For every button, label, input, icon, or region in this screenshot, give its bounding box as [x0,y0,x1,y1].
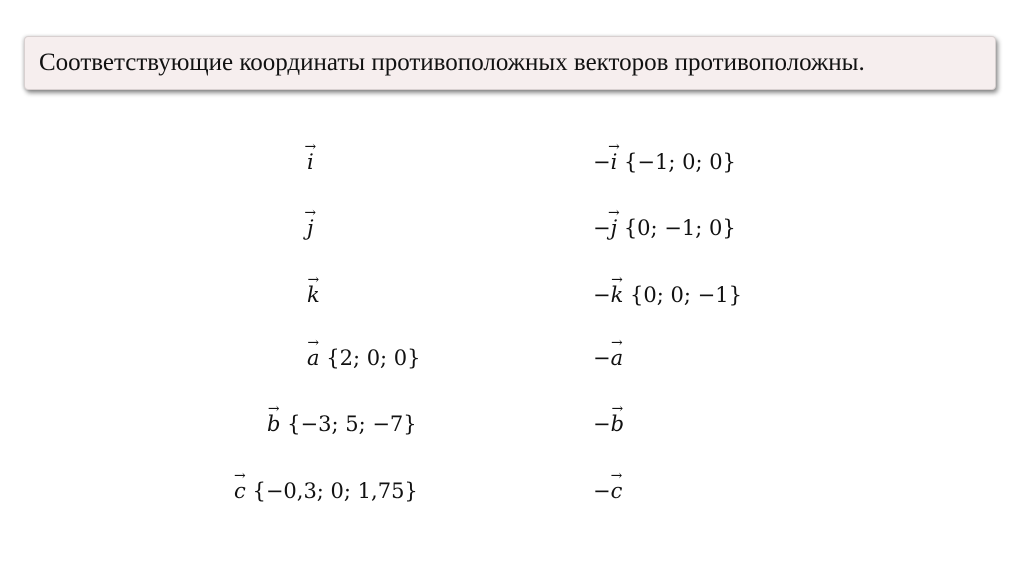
opposite-vector-c-symbol: → c [611,481,623,502]
opposite-vector-b-sign: − [593,412,611,436]
vector-c-coords: {−0,3; 0; 1,75} [252,479,418,503]
vector-k-symbol: → k [307,285,320,306]
opposite-vector-j [593,218,736,239]
slide-title: Соответствующие координаты противоположных векторов противоположны. [39,49,865,76]
opposite-vector-i-symbol: → i [611,152,618,173]
opposite-vector-k-coords: {0; 0; −1} [630,283,742,307]
vector-j [307,218,314,239]
opposite-vector-b [593,414,624,435]
opposite-vector-b-symbol: → b [611,414,624,435]
opposite-vector-c [593,481,622,502]
opposite-vector-k-symbol: → k [611,285,624,306]
opposite-vector-i [593,152,736,173]
opposite-vector-j-sign: − [593,216,611,240]
vector-b-coords: {−3; 5; −7} [287,412,417,436]
vector-b-symbol: → b [267,414,280,435]
opposite-vector-a [593,348,623,369]
vector-i [307,152,314,173]
opposite-vector-k [593,285,742,306]
opposite-vector-i-sign: − [593,150,611,174]
vector-j-symbol: → j [307,218,314,239]
title-banner [24,36,996,90]
opposite-vector-a-symbol: → a [611,348,624,369]
vector-a-symbol: → a [307,348,320,369]
vector-c [234,481,418,502]
vector-i-symbol: → i [307,152,314,173]
opposite-vector-i-coords: {−1; 0; 0} [624,150,736,174]
opposite-vector-a-sign: − [593,346,611,370]
opposite-vector-c-sign: − [593,479,611,503]
vector-c-symbol: → c [234,481,246,502]
opposite-vector-k-sign: − [593,283,611,307]
vector-k [307,285,320,306]
opposite-vector-j-coords: {0; −1; 0} [623,216,736,240]
opposite-vector-j-symbol: → j [611,218,618,239]
vector-a-coords: {2; 0; 0} [326,346,421,370]
vector-a [307,348,421,369]
vector-b [267,414,417,435]
